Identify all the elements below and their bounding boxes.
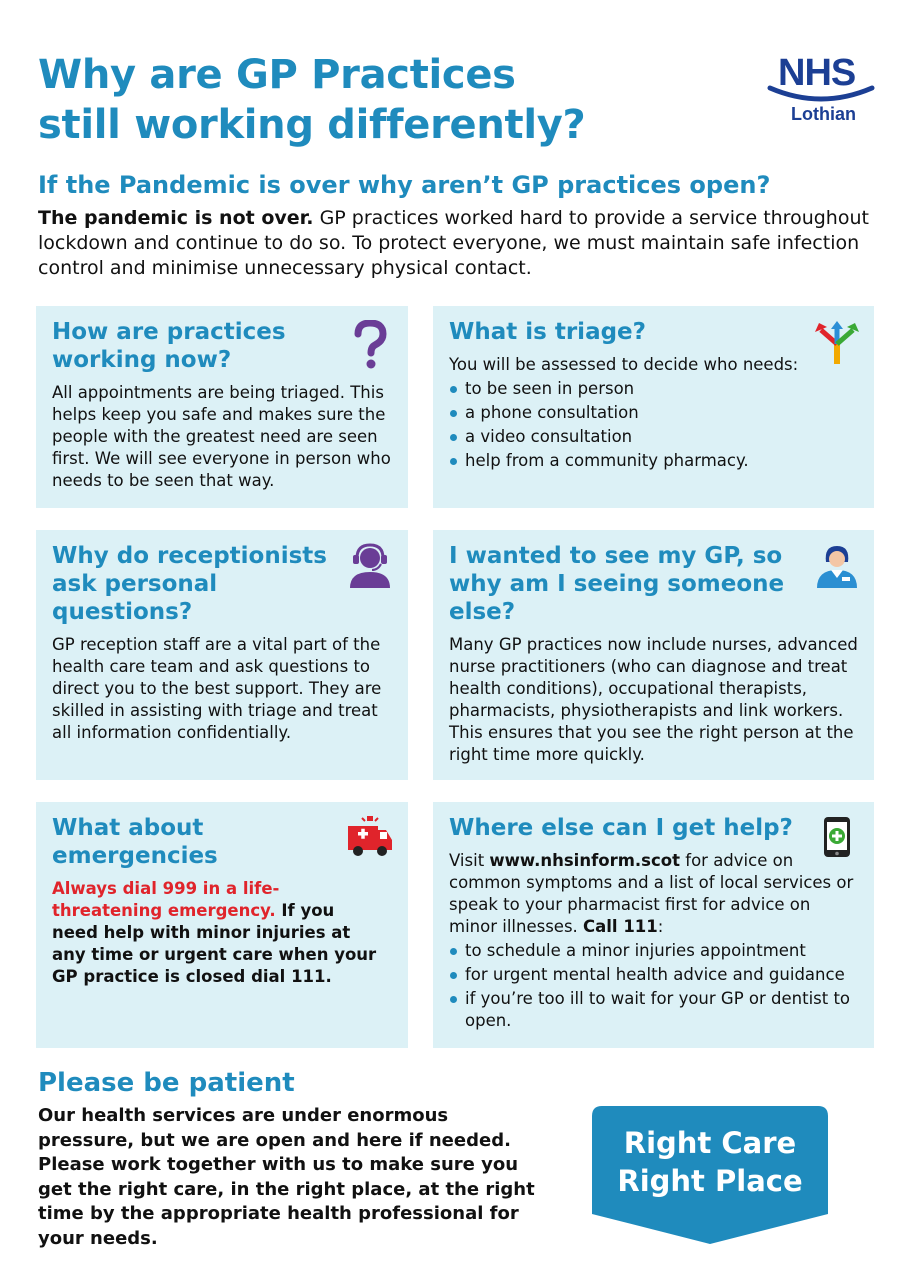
card-receptionists-title: Why do receptionists ask personal questions? <box>52 543 327 625</box>
intro-paragraph <box>38 206 878 281</box>
emergency-999-text: Always dial 999 in a life-threatening emergency. <box>52 879 280 920</box>
ambulance-icon <box>346 814 394 858</box>
patient-paragraph: Our health services are under enormous pressure, but we are open and here if needed. Please work together with us to make sure you get the right care, in the right place, at the right time by the appropriate health professional for your needs. <box>38 1105 535 1249</box>
title-line-1: Why are GP Practices <box>38 52 516 98</box>
question-mark-icon <box>352 320 388 370</box>
receptionist-headset-icon <box>348 542 392 588</box>
logo-swoosh-icon <box>766 84 876 106</box>
card-how-working-title: How are practices working now? <box>52 319 286 373</box>
card-see-someone-else-body: Many GP practices now include nurses, advanced nurse practitioners (who can diagnose and treat health conditions), occupational therapists, pharmacists, physiotherapists and link workers. This ensures that you see the right person at the right time more quickly. <box>449 635 858 764</box>
list-item: to be seen in person <box>449 378 858 400</box>
badge-text <box>592 1124 828 1200</box>
logo-lothian-text: Lothian <box>791 104 856 124</box>
card-how-working-body: All appointments are being triaged. This helps keep you safe and makes sure the people with the greatest need are seen first. We will see everyone in person who needs to be seen that way. <box>52 383 391 490</box>
card-see-someone-else <box>433 530 874 780</box>
page-title <box>38 50 698 150</box>
nhs-lothian-logo <box>766 52 876 132</box>
intro-body: GP practices worked hard to provide a service throughout lockdown and continue to do so. To protect everyone, we must maintain safe infection control and minimise unnecessary physical contact. <box>38 207 869 279</box>
nhsinform-link[interactable]: www.nhsinform.scot <box>489 851 681 870</box>
triage-list <box>449 378 858 472</box>
card-see-someone-else-title: I wanted to see my GP, so why am I seeing someone else? <box>449 543 785 625</box>
help-list <box>449 940 858 1032</box>
list-item: help from a community pharmacy. <box>449 450 858 472</box>
call-colon: : <box>657 917 664 936</box>
card-emergencies-body <box>52 878 382 988</box>
visit-text: Visit <box>449 851 490 870</box>
badge-line-2: Right Place <box>617 1164 803 1198</box>
logo-nhs-text: NHS <box>778 52 856 94</box>
mobile-phone-icon <box>823 816 851 858</box>
direction-arrows-icon <box>813 320 861 366</box>
badge-line-1: Right Care <box>623 1126 797 1160</box>
list-item: if you’re too ill to wait for your GP or dentist to open. <box>449 988 858 1032</box>
card-emergencies <box>36 802 408 1048</box>
emergency-111-text: If you need help with minor injuries at any time or urgent care when your GP practice is closed dial 111. <box>52 901 377 986</box>
intro-bold-lead: The pandemic is not over. <box>38 207 314 229</box>
card-triage-title: What is triage? <box>449 319 646 345</box>
card-get-help-title: Where else can I get help? <box>449 815 793 841</box>
call-111-text: Call 111 <box>583 917 658 936</box>
list-item: a phone consultation <box>449 402 858 424</box>
card-triage-lead: You will be assessed to decide who needs: <box>449 355 799 374</box>
help-body-text: for advice on common symptoms and a list of local services or speak to your pharmacist first for advice on minor illnesses. <box>449 851 854 936</box>
card-triage <box>433 306 874 508</box>
card-receptionists-body: GP reception staff are a vital part of the health care team and ask questions to direct you to the best support. They are skilled in assisting with triage and treat all information confidentially. <box>52 635 382 742</box>
list-item: to schedule a minor injuries appointment <box>449 940 858 962</box>
list-item: for urgent mental health advice and guidance <box>449 964 858 986</box>
list-item: a video consultation <box>449 426 858 448</box>
card-get-help-body <box>449 850 858 938</box>
card-how-working <box>36 306 408 508</box>
intro-heading: If the Pandemic is over why aren’t GP practices open? <box>38 171 771 199</box>
card-receptionists <box>36 530 408 780</box>
card-emergencies-title: What about emergencies <box>52 815 218 869</box>
patient-heading: Please be patient <box>38 1068 295 1098</box>
title-line-2: still working differently? <box>38 102 586 148</box>
nurse-icon <box>814 542 860 588</box>
card-get-help <box>433 802 874 1048</box>
right-care-badge <box>592 1106 828 1246</box>
